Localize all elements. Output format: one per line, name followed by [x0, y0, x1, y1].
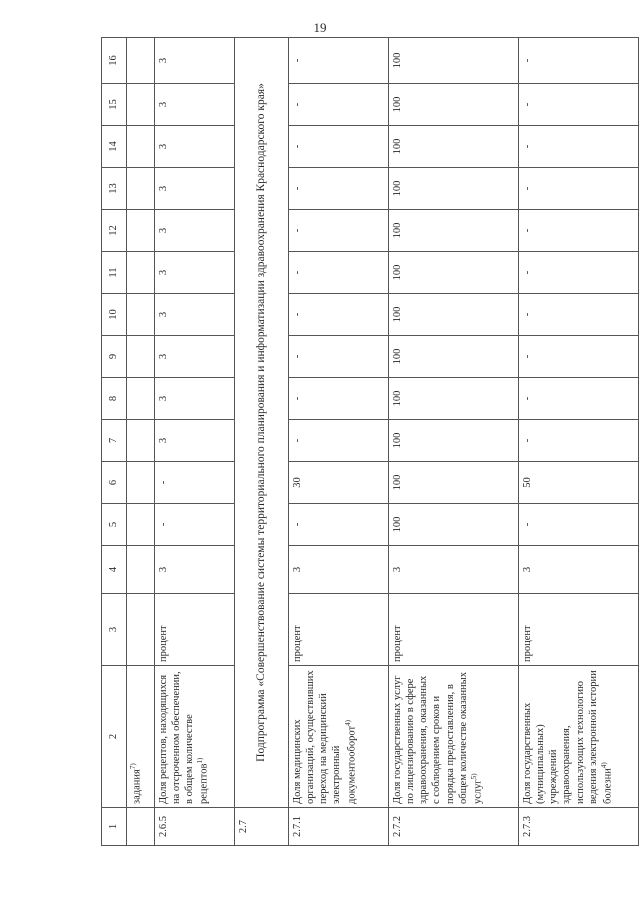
- footnote-marker: 4): [343, 720, 352, 726]
- value-cell: 3: [155, 84, 235, 126]
- footnote-marker: 1): [196, 757, 205, 764]
- row-number: 2.7.3: [519, 808, 639, 846]
- value-cell: -: [289, 252, 389, 294]
- value-cell: 3: [155, 378, 235, 420]
- value-cell: -: [519, 378, 639, 420]
- value-cell: 3: [389, 546, 519, 594]
- value-cell: 100: [389, 210, 519, 252]
- column-header: 3: [102, 594, 127, 666]
- value-cell: -: [155, 462, 235, 504]
- value-cell: [127, 84, 155, 126]
- value-cell: 100: [389, 420, 519, 462]
- indicators-table: [101, 37, 639, 846]
- indicator-name-text: Доля медицинских организаций, осуществивших переход на медицинский электронный документооборот: [292, 670, 357, 804]
- table-row: [155, 38, 235, 846]
- value-cell: 3: [155, 336, 235, 378]
- subprogram-title: Подпрограмма «Совершенствование системы территориального планирования и информатизации здравоохранения Краснодарского края»: [235, 38, 289, 808]
- value-cell: [127, 210, 155, 252]
- value-cell: 30: [289, 462, 389, 504]
- value-cell: -: [519, 294, 639, 336]
- indicator-name: [389, 666, 519, 808]
- rotated-table-wrapper: [101, 38, 613, 846]
- value-cell: -: [519, 210, 639, 252]
- column-header: 9: [102, 336, 127, 378]
- value-cell: [127, 462, 155, 504]
- table-row: [389, 38, 519, 846]
- value-cell: 50: [519, 462, 639, 504]
- row-number: 2.6.5: [155, 808, 235, 846]
- column-header: 13: [102, 168, 127, 210]
- value-cell: 100: [389, 294, 519, 336]
- value-cell: [127, 126, 155, 168]
- footnote-marker: 7): [129, 763, 137, 770]
- column-header: 11: [102, 252, 127, 294]
- table-row: [235, 38, 289, 846]
- value-cell: [127, 294, 155, 336]
- value-cell: 3: [289, 546, 389, 594]
- row-number: 2.7.1: [289, 808, 389, 846]
- column-header: 10: [102, 294, 127, 336]
- indicator-name-text: задания: [131, 769, 143, 804]
- page-number: 19: [313, 20, 327, 35]
- row-number: [127, 808, 155, 846]
- value-cell: 3: [155, 38, 235, 84]
- value-cell: -: [519, 336, 639, 378]
- value-cell: -: [289, 84, 389, 126]
- value-cell: 100: [389, 252, 519, 294]
- unit-cell: процент: [519, 594, 639, 666]
- table-row: [289, 38, 389, 846]
- unit-cell: процент: [289, 594, 389, 666]
- value-cell: 3: [155, 168, 235, 210]
- column-header: 6: [102, 462, 127, 504]
- row-number: 2.7.2: [389, 808, 519, 846]
- value-cell: -: [519, 126, 639, 168]
- value-cell: 100: [389, 84, 519, 126]
- value-cell: [127, 336, 155, 378]
- value-cell: 3: [155, 294, 235, 336]
- value-cell: 100: [389, 126, 519, 168]
- indicator-name: [289, 666, 389, 808]
- value-cell: 3: [155, 420, 235, 462]
- value-cell: 3: [155, 252, 235, 294]
- value-cell: -: [155, 504, 235, 546]
- value-cell: [127, 504, 155, 546]
- indicator-name: [127, 666, 155, 808]
- value-cell: [127, 546, 155, 594]
- unit-cell: [127, 594, 155, 666]
- value-cell: 100: [389, 504, 519, 546]
- value-cell: [127, 252, 155, 294]
- value-cell: [127, 420, 155, 462]
- footnote-marker: 4): [599, 762, 608, 769]
- value-cell: -: [519, 168, 639, 210]
- column-header: 4: [102, 546, 127, 594]
- column-header: 14: [102, 126, 127, 168]
- value-cell: -: [519, 420, 639, 462]
- value-cell: -: [519, 38, 639, 84]
- value-cell: -: [289, 294, 389, 336]
- value-cell: 100: [389, 462, 519, 504]
- column-header: 5: [102, 504, 127, 546]
- indicator-name-text: Доля государственных (муниципальных) учреждений здравоохранения, использующих технологию ведения электронной истории болезни: [522, 670, 614, 804]
- value-cell: -: [289, 38, 389, 84]
- value-cell: -: [289, 168, 389, 210]
- table-row: [519, 38, 639, 846]
- value-cell: 3: [155, 546, 235, 594]
- value-cell: -: [289, 126, 389, 168]
- value-cell: 3: [155, 210, 235, 252]
- column-header: 8: [102, 378, 127, 420]
- column-header: 2: [102, 666, 127, 808]
- column-header: 1: [102, 808, 127, 846]
- indicator-name: [155, 666, 235, 808]
- indicator-name: [519, 666, 639, 808]
- value-cell: 100: [389, 38, 519, 84]
- value-cell: -: [289, 336, 389, 378]
- value-cell: -: [289, 420, 389, 462]
- value-cell: 100: [389, 336, 519, 378]
- value-cell: -: [289, 378, 389, 420]
- value-cell: [127, 378, 155, 420]
- value-cell: -: [519, 84, 639, 126]
- unit-cell: процент: [389, 594, 519, 666]
- row-number: 2.7: [235, 808, 289, 846]
- value-cell: -: [289, 504, 389, 546]
- column-header: 16: [102, 38, 127, 84]
- value-cell: 100: [389, 378, 519, 420]
- value-cell: 100: [389, 168, 519, 210]
- column-header: 15: [102, 84, 127, 126]
- column-header: 12: [102, 210, 127, 252]
- header-row: [102, 38, 127, 846]
- indicator-name-text: Доля государственных услуг по лицензированию в сфере здравоохранения, оказанных с соблюдением сроков и порядка предоставления, в общем количестве оказанных услуг: [392, 672, 484, 804]
- footnote-marker: 5): [469, 773, 478, 780]
- indicator-name-text: Доля рецептов, находящихся на отсроченном обеспечении, в общем количестве рецептов: [158, 671, 210, 804]
- column-header: 7: [102, 420, 127, 462]
- value-cell: -: [519, 504, 639, 546]
- value-cell: -: [289, 210, 389, 252]
- value-cell: [127, 168, 155, 210]
- table-row: [127, 38, 155, 846]
- value-cell: 3: [519, 546, 639, 594]
- unit-cell: процент: [155, 594, 235, 666]
- value-cell: [127, 38, 155, 84]
- value-cell: 3: [155, 126, 235, 168]
- value-cell: -: [519, 252, 639, 294]
